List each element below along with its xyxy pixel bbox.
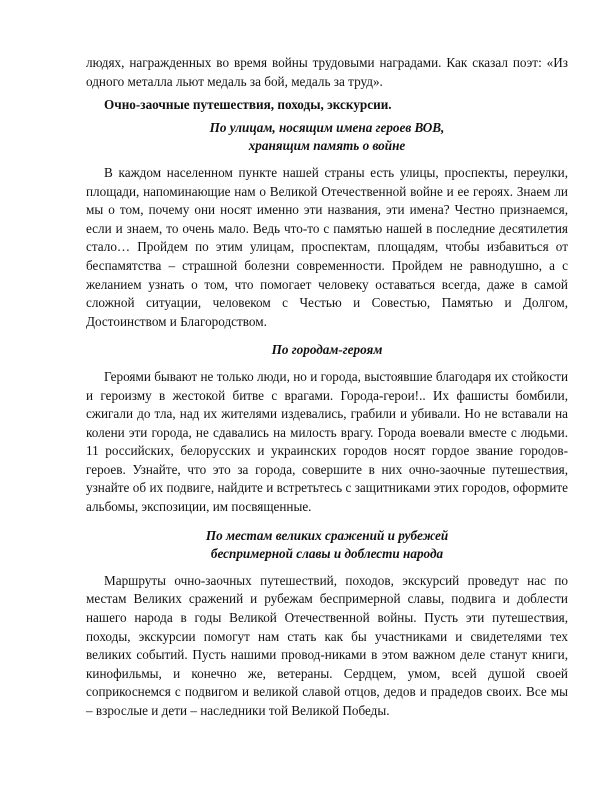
section-body: Героями бывают не только люди, но и города, выстоявшие благодаря их стойкости и героизму в жестокой битве с врагами. Города-герои!.. Их фашисты бомбили, сжигали до тла, над их жителями издевались, грабили и убивали. Но не вставали на колени эти города, не сдавались на милость врагу. Города воевали вместе с людьми. 11 российских, белорусских и украинских городов носят гордое звание городов-героев. Узнайте, что это за города, совершите в них очно-заочные путешествия, узнайте об их подвиге, найдите и встретьтесь с защитниками этих городов, оформите альбомы, экспозиции, им посвященные. xyxy=(86,368,568,515)
section-title-line: По городам-героям xyxy=(271,342,383,358)
section-title-line: беспримерной славы и доблести народа xyxy=(210,546,444,562)
section-title-line: хранящим память о войне xyxy=(248,138,406,154)
section-streets xyxy=(86,119,568,332)
section-body: В каждом населенном пункте нашей страны есть улицы, проспекты, переулки, площади, напоминающие нам о Великой Отечественной войне и ее героях. Знаем ли мы о том, почему они носят именно эти названия, эти имена? Честно признаемся, если и знаем, то очень мало. Ведь что-то с памятью нашей в последние десятилетия стало… Пройдем по этим улицам, проспектам, площадям, чтобы избавиться от беспамятства – страшной болезни современности. Пройдем не равнодушно, а с желанием узнать о том, что помогает человеку оставаться всегда, даже в самой сложной ситуации, человеком с Честью и Совестью, Памятью и Долгом, Достоинством и Благородством. xyxy=(86,164,568,329)
section-battle-sites xyxy=(86,527,568,721)
page-content xyxy=(86,54,568,721)
section-title-line: По улицам, носящим имена героев ВОВ, xyxy=(209,119,445,135)
section-title-line: По местам великих сражений и рубежей xyxy=(205,527,449,543)
section-subheading: Очно-заочные путешествия, походы, экскурсии. xyxy=(104,97,392,113)
intro-paragraph: людях, награжденных во время войны трудовыми наградами. Как сказал поэт: «Из одного металла льют медаль за бой, медаль за труд». xyxy=(86,55,568,89)
section-hero-cities xyxy=(86,341,568,516)
section-body: Маршруты очно-заочных путешествий, походов, экскурсий проведут нас по местам Великих сражений и рубежам беспримерной славы, подвига и доблести нашего народа в годы Великой Отечественной войны. Пусть эти путешествия, походы, экскурсии помогут нам стать как бы участниками и свидетелями тех великих событий. Пусть нашими провод-никами в этом важном деле станут книги, кинофильмы, и конечно же, ветераны. Сердцем, умом, всей душой своей соприкоснемся с подвигом и великой славой отцов, дедов и прадедов своих. Все мы – взрослые и дети – наследники той Великой Победы. xyxy=(86,572,568,718)
